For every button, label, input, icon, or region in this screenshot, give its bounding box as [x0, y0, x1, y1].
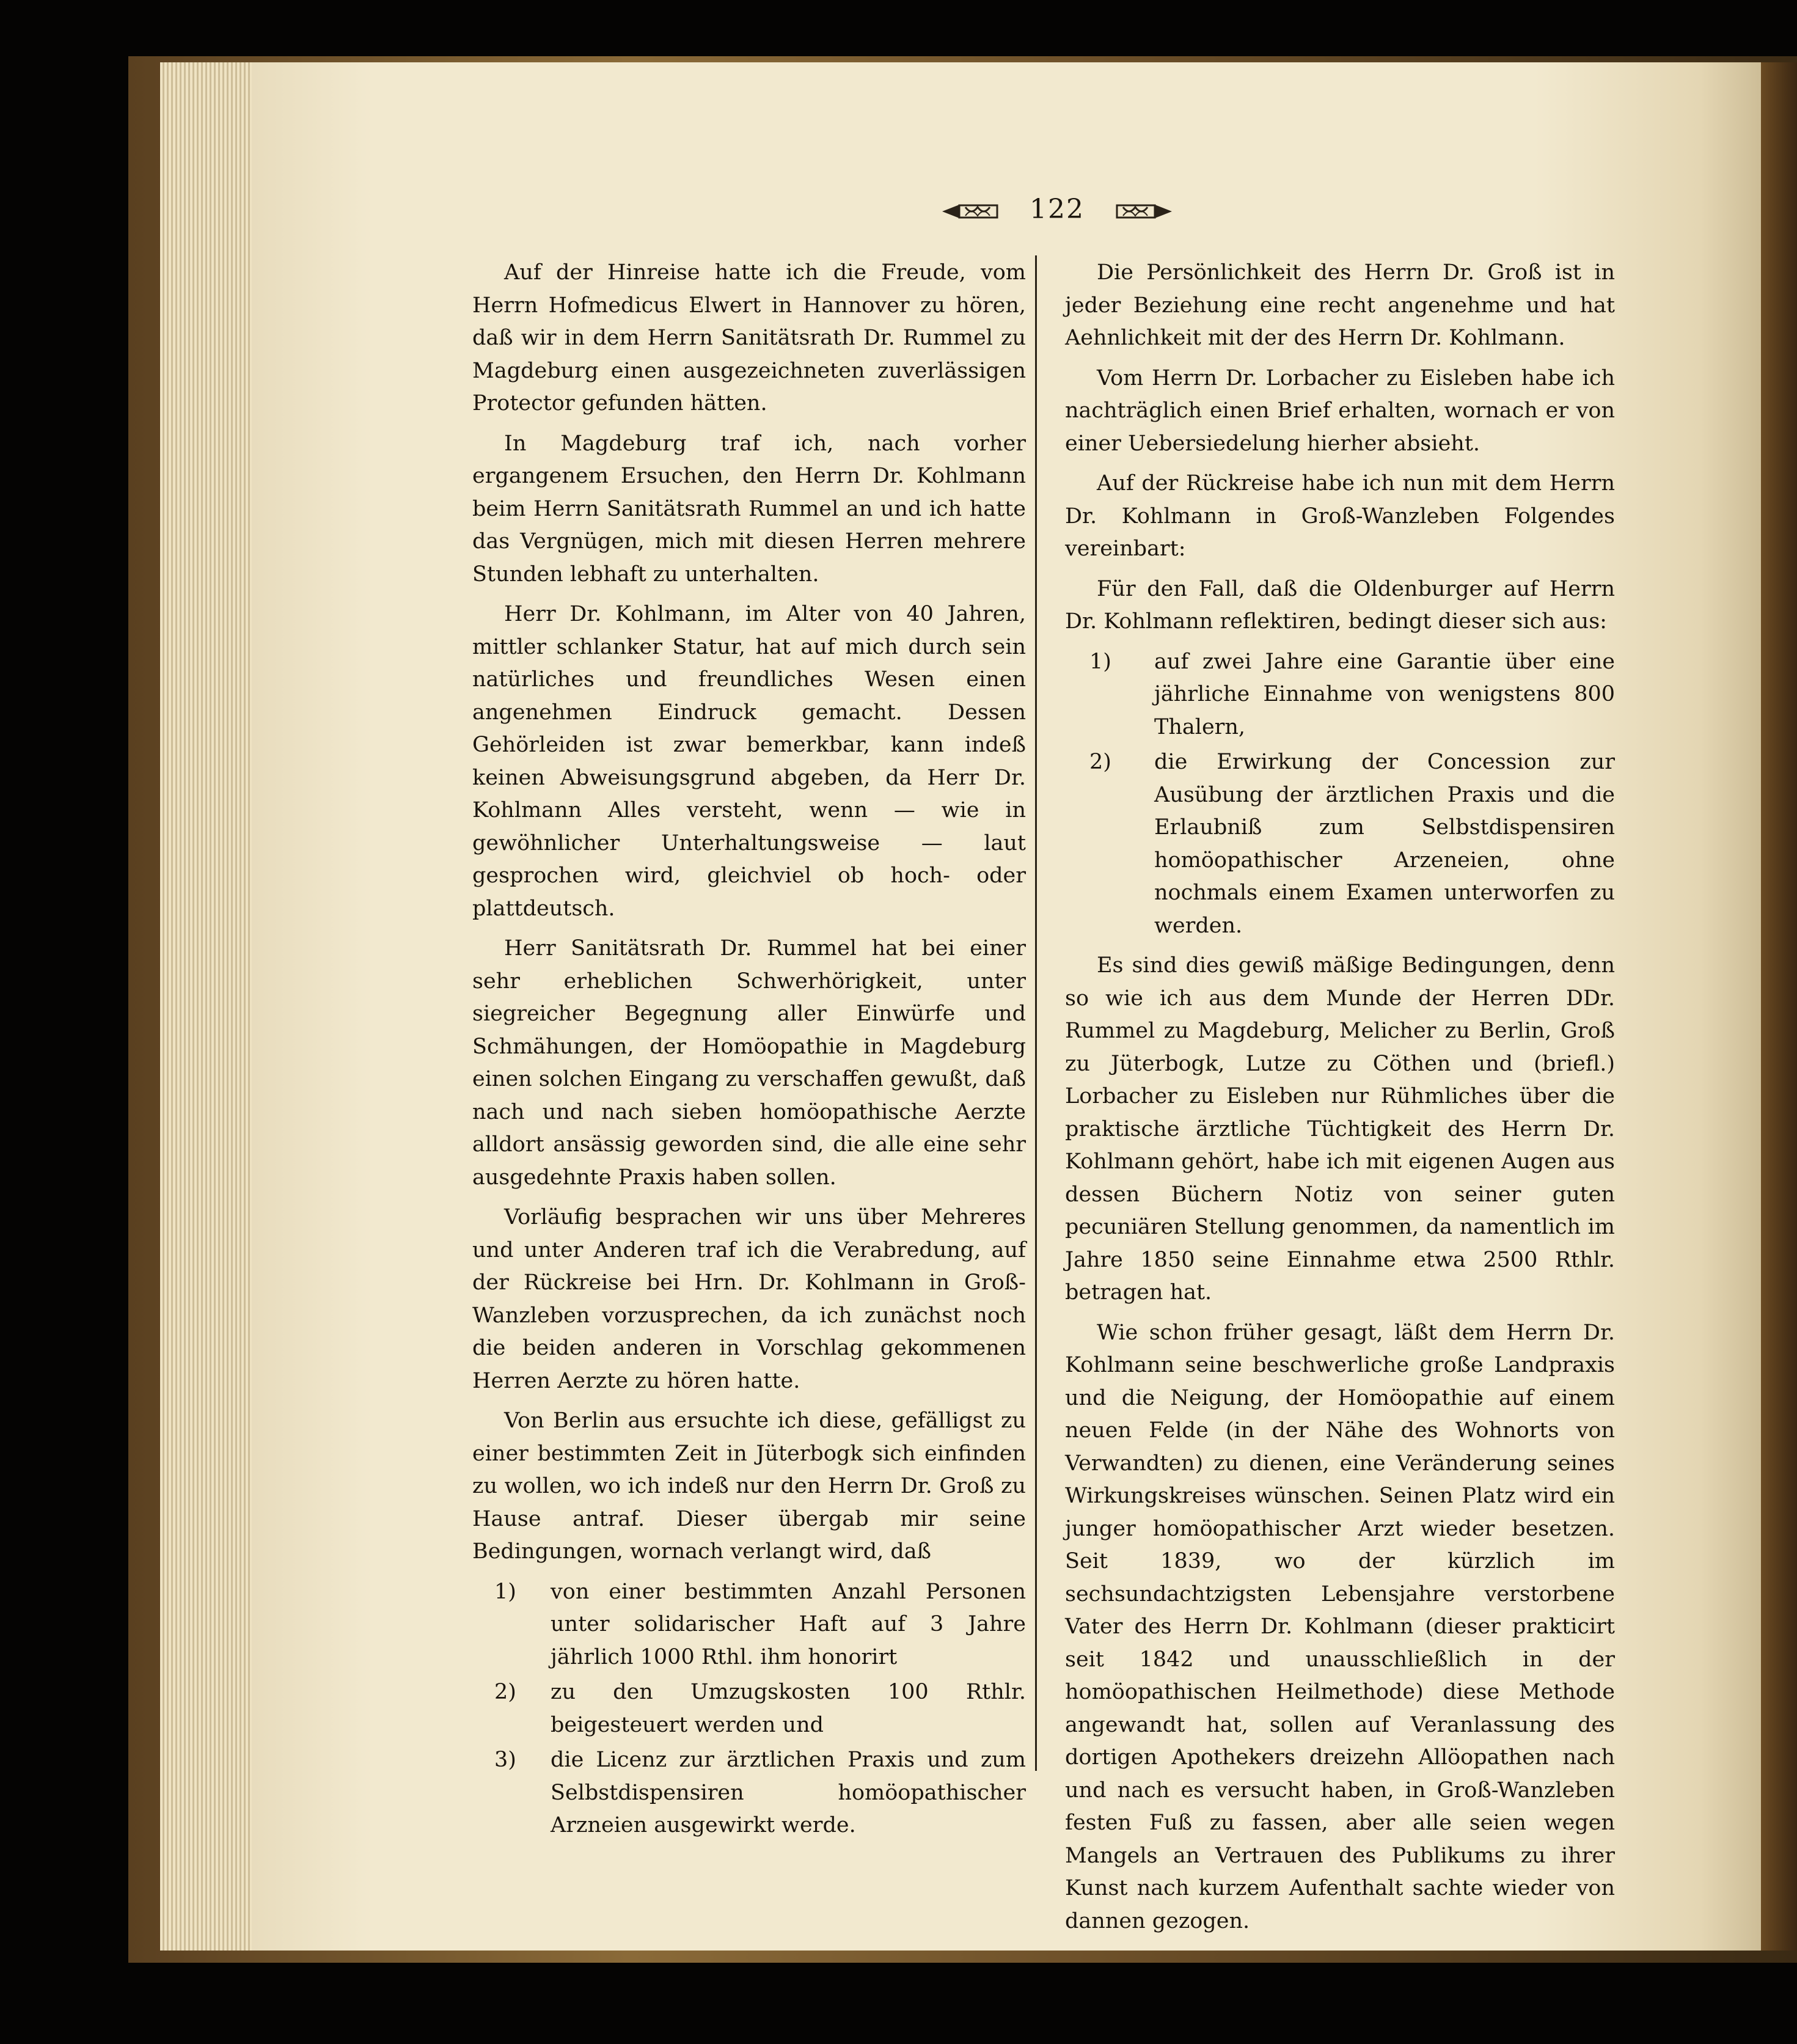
paragraph: In Magdeburg traf ich, nach vorher ergangenem Ersuchen, den Herrn Dr. Kohlmann beim Herrn Sanitätsrath Rummel an und ich hatte das Vergnügen, mich mit diesen Herren mehrere Stunden lebhaft zu unterhalten. [472, 431, 1026, 587]
paragraph: Herr Dr. Kohlmann, im Alter von 40 Jahren, mittler schlanker Statur, hat auf mich durch sein natürliches und freundliches Wesen einen angenehmen Eindruck gemacht. Dessen Gehörleiden ist zwar bemerkbar, kann indeß keinen Abweisungsgrund abgeben, da Herr Dr. Kohlmann Alles versteht, wenn — wie in gewöhnlicher Unterhaltungsweise — laut gesprochen wird, gleichviel ob hoch- oder plattdeutsch. [472, 602, 1026, 921]
list-text: die Erwirkung der Concession zur Ausübung der ärztlichen Praxis und die Erlaubniß zum Selbstdispensiren homöopathischer Arzeneien, ohne nochmals einem Examen unterworfen zu werden. [1154, 750, 1615, 938]
paragraph: Auf der Hinreise hatte ich die Freude, vom Herrn Hofmedicus Elwert in Hannover zu hören, daß wir in dem Herrn Sanitätsrath Dr. Rummel zu Magdeburg einen ausgezeichneten zuverlässigen Protector gefunden hätten. [472, 260, 1026, 416]
list-number: 1) [1089, 649, 1111, 674]
list-text: zu den Umzugskosten 100 Rthlr. beigesteuert werden und [551, 1680, 1026, 1737]
paragraph: Für den Fall, daß die Oldenburger auf Herrn Dr. Kohlmann reflektiren, bedingt dieser sich aus: [1065, 576, 1615, 634]
list-number: 1) [494, 1579, 516, 1604]
paragraph: Auf der Rückreise habe ich nun mit dem Herrn Dr. Kohlmann in Groß-Wanzleben Folgendes vereinbart: [1065, 471, 1615, 561]
left-column [472, 257, 1026, 1850]
right-column [1065, 257, 1615, 1945]
facing-page-edge [1761, 62, 1797, 1951]
list-text: auf zwei Jahre eine Garantie über eine jährliche Einnahme von wenigstens 800 Thalern, [1154, 649, 1615, 739]
paragraph: Es sind dies gewiß mäßige Bedingungen, denn so wie ich aus dem Munde der Herren DDr. Rummel zu Magdeburg, Melicher zu Berlin, Groß zu Jüterbogk, Lutze zu Cöthen und (briefl.) Lorbacher zu Eisleben nur Rühmliches über die praktische ärztliche Tüchtigkeit des Herrn Dr. Kohlmann gehört, habe ich mit eigenen Augen aus dessen Büchern Notiz von seiner guten pecuniären Stellung genommen, da namentlich im Jahre 1850 seine Einnahme etwa 2500 Rthlr. betragen hat. [1065, 953, 1615, 1305]
page-edges [160, 62, 252, 1951]
list-item [1065, 746, 1615, 942]
ornament-right-icon [1114, 202, 1173, 221]
list-item [472, 1576, 1026, 1674]
conditions-list [1065, 646, 1615, 943]
list-item [472, 1744, 1026, 1842]
page-header [941, 191, 1173, 228]
page-number: 122 [1030, 194, 1085, 225]
list-item [1065, 646, 1615, 744]
list-number: 2) [1089, 750, 1111, 774]
list-number: 3) [494, 1748, 516, 1772]
conditions-list [472, 1576, 1026, 1842]
paragraph: Wie schon früher gesagt, läßt dem Herrn Dr. Kohlmann seine beschwerliche große Landpraxis und die Neigung, der Homöopathie auf einem neuen Felde (in der Nähe des Wohnorts von Verwandten) zu dienen, eine Veränderung seines Wirkungskreises wünschen. Seinen Platz wird ein junger homöopathischer Arzt wieder besetzen. Seit 1839, wo der kürzlich im sechsundachtzigsten Lebensjahre verstorbene Vater des Herrn Dr. Kohlmann (dieser prakticirt seit 1842 und unausschließlich in der homöopathischen Heilmethode) diese Methode angewandt hat, sollen auf Veranlassung des dortigen Apothekers dreizehn Allöopathen nach und nach es versucht haben, in Groß-Wanzleben festen Fuß zu fassen, aber alle seien wegen Mangels an Vertrauen des Publikums zu ihrer Kunst nach kurzem Aufenthalt sachte wieder von dannen gezogen. [1065, 1320, 1615, 1933]
column-divider [1035, 255, 1037, 1771]
paragraph: Die Persönlichkeit des Herrn Dr. Groß ist in jeder Beziehung eine recht angenehme und hat Aehnlichkeit mit der des Herrn Dr. Kohlmann. [1065, 260, 1615, 350]
paragraph: Vorläufig besprachen wir uns über Mehreres und unter Anderen traf ich die Verabredung, auf der Rückreise bei Hrn. Dr. Kohlmann in Groß-Wanzleben vorzusprechen, da ich zunächst noch die beiden anderen in Vorschlag gekommenen Herren Aerzte zu hören hatte. [472, 1205, 1026, 1393]
paragraph: Von Berlin aus ersuchte ich diese, gefälligst zu einer bestimmten Zeit in Jüterbogk sich einfinden zu wollen, wo ich indeß nur den Herrn Dr. Groß zu Hause antraf. Dieser übergab mir seine Bedingungen, wornach verlangt wird, daß [472, 1408, 1026, 1564]
list-number: 2) [494, 1680, 516, 1704]
paragraph: Vom Herrn Dr. Lorbacher zu Eisleben habe ich nachträglich einen Brief erhalten, wornach er von einer Uebersiedelung hierher absieht. [1065, 365, 1615, 456]
list-text: die Licenz zur ärztlichen Praxis und zum Selbstdispensiren homöopathischer Arzneien ausgewirkt werde. [551, 1748, 1026, 1837]
ornament-left-icon [941, 202, 1000, 221]
list-text: von einer bestimmten Anzahl Personen unter solidarischer Haft auf 3 Jahre jährlich 1000 Rthl. ihm honorirt [551, 1579, 1026, 1669]
paragraph: Herr Sanitätsrath Dr. Rummel hat bei einer sehr erheblichen Schwerhörigkeit, unter siegreicher Begegnung aller Einwürfe und Schmähungen, der Homöopathie in Magdeburg einen solchen Eingang zu verschaffen gewußt, daß nach und nach sieben homöopathische Aerzte alldort ansässig geworden sind, die alle eine sehr ausgedehnte Praxis haben sollen. [472, 936, 1026, 1190]
list-item [472, 1676, 1026, 1742]
